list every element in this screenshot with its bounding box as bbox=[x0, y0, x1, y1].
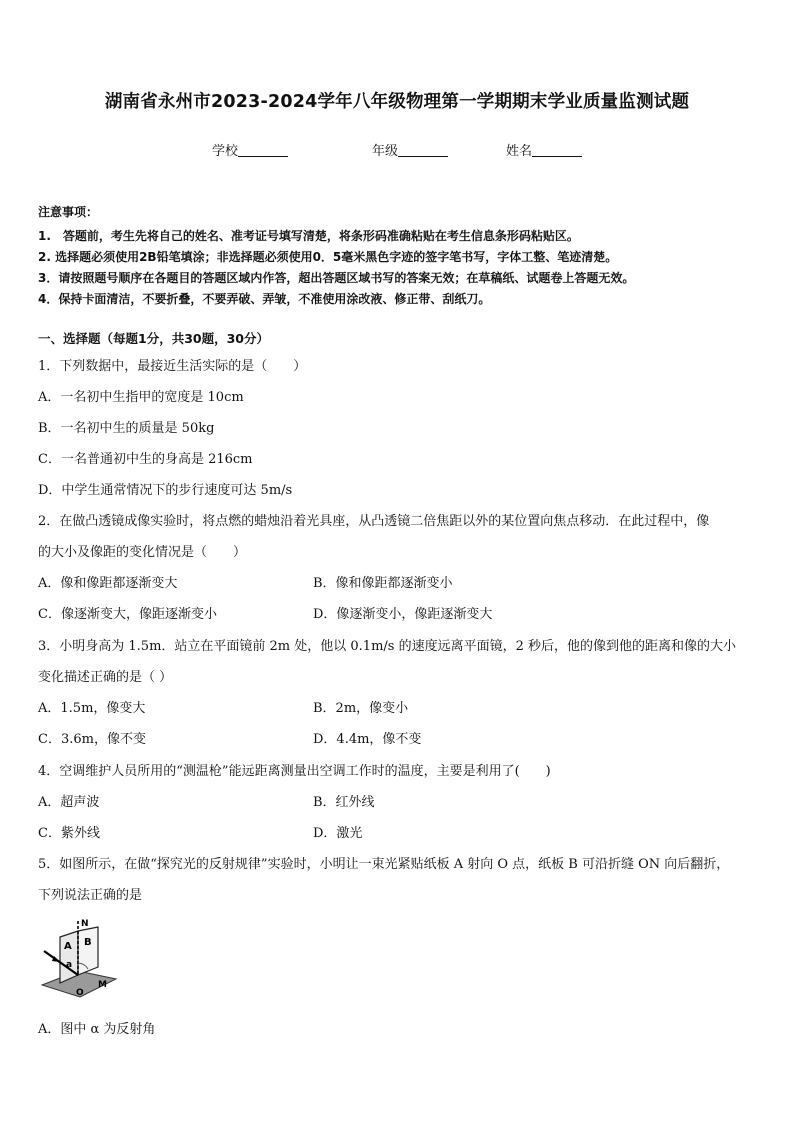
label-alpha: a bbox=[66, 960, 73, 970]
q4-option-c: C．紫外线 bbox=[38, 826, 100, 841]
q3-option-c: C．3.6m，像不变 bbox=[38, 732, 146, 747]
school-label: 学校 bbox=[212, 144, 239, 159]
q1-option-d: D．中学生通常情况下的步行速度可达 5m/s bbox=[38, 483, 293, 498]
q4-option-b: B．红外线 bbox=[313, 795, 375, 810]
grade-label: 年级 bbox=[372, 144, 399, 159]
q4-stem: 4．空调维护人员所用的“测温枪”能远距离测量出空调工作时的温度，主要是利用了( ) bbox=[38, 764, 551, 779]
grade-field[interactable] bbox=[372, 140, 448, 159]
q1-option-c: C．一名普通初中生的身高是 216cm bbox=[38, 452, 253, 467]
note-item-3: 3．请按照题号顺序在各题目的答题区域内作答，超出答题区域书写的答案无效；在草稿纸、试题卷上答题无效。 bbox=[38, 271, 635, 285]
q4-option-d: D．激光 bbox=[313, 826, 363, 841]
board-a bbox=[60, 931, 78, 983]
q3-option-d: D．4.4m，像不变 bbox=[313, 732, 422, 747]
q5-stem-line2: 下列说法正确的是 bbox=[38, 888, 143, 903]
note-item-4: 4．保持卡面清洁，不要折叠，不要弄破、弄皱，不准使用涂改液、修正带、刮纸刀。 bbox=[38, 292, 491, 306]
label-b: B bbox=[84, 937, 92, 948]
grade-blank[interactable] bbox=[398, 143, 448, 157]
exam-title: 湖南省永州市2023-2024学年八年级物理第一学期期末学业质量监测试题 bbox=[104, 92, 690, 112]
section-title: 一、选择题（每题1分，共30题，30分） bbox=[38, 331, 269, 346]
label-n: N bbox=[81, 919, 89, 929]
q1-option-a: A．一名初中生指甲的宽度是 10cm bbox=[38, 390, 244, 405]
q2-option-a: A．像和像距都逐渐变大 bbox=[38, 576, 178, 591]
notes-heading: 注意事项： bbox=[38, 205, 99, 219]
q4-option-a: A．超声波 bbox=[38, 795, 100, 810]
board-b bbox=[78, 927, 98, 975]
student-info-row bbox=[0, 140, 794, 160]
q3-option-a: A．1.5m，像变大 bbox=[38, 701, 146, 716]
label-m: M bbox=[98, 980, 107, 990]
q2-stem-line1: 2．在做凸透镜成像实验时，将点燃的蜡烛沿着光具座，从凸透镜二倍焦距以外的某位置向焦点移动．在此过程中，像 bbox=[38, 514, 710, 529]
exam-notes bbox=[38, 203, 758, 310]
q1-option-b: B．一名初中生的质量是 50kg bbox=[38, 421, 215, 436]
label-o: O bbox=[76, 988, 84, 998]
note-item-1: 1. 答题前，考生先将自己的姓名、准考证号填写清楚，将条形码准确粘贴在考生信息条形码粘贴区。 bbox=[38, 229, 579, 243]
reflection-experiment-figure bbox=[38, 915, 118, 1003]
q5-option-a: A．图中 α 为反射角 bbox=[38, 1022, 156, 1037]
q2-option-b: B．像和像距都逐渐变小 bbox=[313, 576, 453, 591]
name-field[interactable] bbox=[506, 140, 582, 159]
school-blank[interactable] bbox=[238, 143, 288, 157]
name-label: 姓名 bbox=[506, 144, 533, 159]
q3-stem-line1: 3．小明身高为 1.5m．站立在平面镜前 2m 处，他以 0.1m/s 的速度远离平面镜，2 秒后，他的像到他的距离和像的大小 bbox=[38, 639, 736, 654]
q2-stem-line2: 的大小及像距的变化情况是（ ） bbox=[38, 545, 247, 560]
q2-option-c: C．像逐渐变大，像距逐渐变小 bbox=[38, 607, 217, 622]
label-a: A bbox=[64, 941, 72, 952]
q3-stem-line2: 变化描述正确的是（ ） bbox=[38, 670, 173, 685]
q3-option-b: B．2m，像变小 bbox=[313, 701, 409, 716]
q1-stem: 1．下列数据中，最接近生活实际的是（ ） bbox=[38, 359, 307, 374]
q2-option-d: D．像逐渐变小，像距逐渐变大 bbox=[313, 607, 493, 622]
name-blank[interactable] bbox=[532, 143, 582, 157]
note-item-2: 2. 选择题必须使用2B铅笔填涂；非选择题必须使用0．5毫米黑色字迹的签字笔书写，字体工整、笔迹清楚。 bbox=[38, 250, 618, 264]
school-field[interactable] bbox=[212, 140, 288, 159]
q5-stem-line1: 5．如图所示，在做“探究光的反射规律”实验时，小明让一束光紧贴纸板 A 射向 O 点，纸板 B 可沿折缝 ON 向后翻折， bbox=[38, 857, 730, 872]
